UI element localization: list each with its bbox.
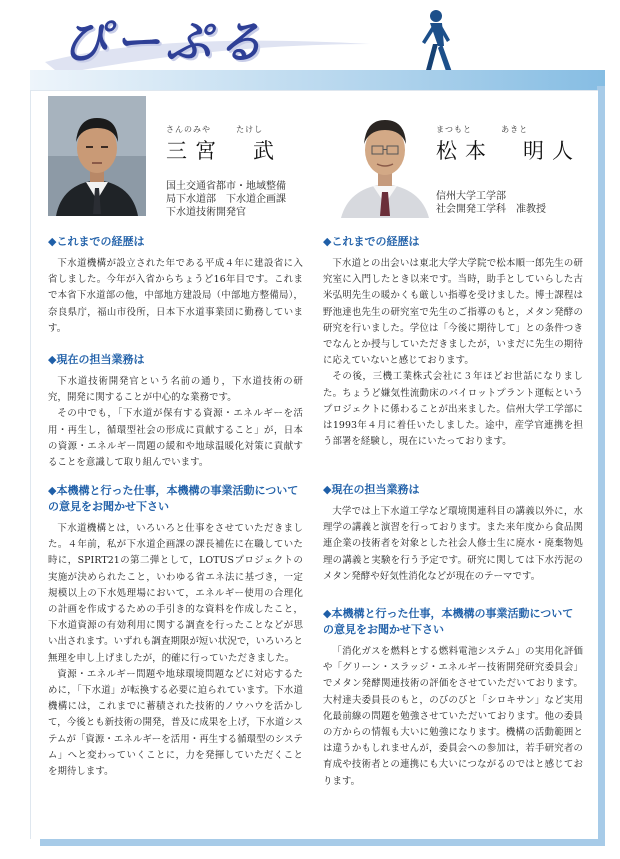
- section-current-work: [323, 482, 583, 585]
- section-heading: ◆本機構と行った仕事，本機構の事業活動についての意見をお聞かせ下さい: [323, 607, 574, 636]
- person-name: 三宮 武: [166, 139, 282, 163]
- section-heading: ◆これまでの経歴は: [323, 235, 420, 248]
- affiliation-line: 下水道技術開発官: [166, 207, 246, 218]
- section-paragraph: 下水道との出会いは東北大学大学院で松本順一郎先生の研究室に入門したとき以来です。当時，助手としていらした古米弘明先生の暖かくも厳しい指導を受けました。博士課程は野池達也先生の研究室で先生のご指導のもと，メタン発酵の研究を行いました。学位は「今後に期待して」との条件つきでなんとか授与していただきましたが，いまだに先生の期待に応えていないと感じております。: [323, 258, 583, 367]
- section-opinion: [48, 483, 303, 780]
- section-opinion: [323, 606, 583, 790]
- portrait-photo: [335, 100, 435, 218]
- section-paragraph: その中でも，「下水道が保有する資源・エネルギーを活用・再生し，循環型社会の形成に貢献すること」が，日本の資源・エネルギー問題の緩和や地球温暖化対策に貢献することを意識して取り組んでいます。: [48, 408, 303, 469]
- affiliation-line: 局下水道部 下水道企画課: [166, 194, 286, 205]
- section-paragraph: 大学では上下水道工学など環境関連科目の講義以外に，水理学の講義と演習を行っております。また来年度から食品関連企業の技術者を対象とした社会人修士生に廃水・廃棄物処理の講義と実験を行う予定です。研究に関しては下水汚泥のメタン発酵や好気性消化などが現在のテーマです。: [323, 506, 583, 582]
- affiliation: [436, 190, 586, 216]
- logo-title: ぴーぷる: [62, 15, 270, 69]
- section-career: [323, 234, 583, 450]
- portrait-photo: [48, 96, 146, 216]
- section-heading: ◆現在の担当業務は: [48, 353, 145, 366]
- section-career: [48, 234, 303, 337]
- affiliation-line: 社会開発工学科 准教授: [436, 204, 546, 215]
- section-paragraph: 下水道機構が設立された年である平成４年に建設省に入省しました。今年が入省からちょうど16年目です。これまで本省下水道部の他，中部地方建設局（中部地方整備局），奈良県庁，福山市役所，日本下水道事業団に勤務しています。: [48, 258, 303, 334]
- ruby-family: さんのみや: [166, 125, 211, 134]
- person-name: 松本 明人: [436, 139, 581, 163]
- name-ruby: [436, 124, 586, 135]
- ruby-family: まつもと: [436, 125, 472, 134]
- affiliation-line: 信州大学工学部: [436, 191, 506, 202]
- ruby-given: あきと: [501, 125, 529, 134]
- frame-shadow-bottom: [40, 838, 605, 846]
- section-paragraph: 下水道機構とは，いろいろと仕事をさせていただきました。４年前，私が下水道企画課の課長補佐に在職していた時に，SPIRT21の第二弾として，LOTUSプロジェクトの実施が決められたこと，いわゆる省エネ法に基づき，一定規模以上の下水処理場において，エネルギー使用の合理化の計画を作成するための手引き的な資料を作成したこと，下水道資源の有効利用に関する調査を行ったことなどが思い出されます。いずれも調査期限が短い状況で，いろいろと無理を申し上げましたが，的確に行っていただきました。: [48, 523, 303, 664]
- affiliation: [166, 180, 306, 219]
- section-current-work: [48, 352, 303, 471]
- frame-shadow-right: [597, 86, 605, 846]
- section-paragraph: 下水道技術開発官という名前の通り，下水道技術の研究，開発に関することが中心的な業務です。: [48, 376, 303, 404]
- section-paragraph: その後，三機工業株式会社に３年ほどお世話になりました。ちょうど嫌気性流動床のパイロットプラント運転というプロジェクトに係わることが出来ました。信州大学工学部には1993年４月に着任いたしました。途中，産学官連携を担う部署を経験し，現在にいたっております。: [323, 371, 583, 448]
- header-band: [30, 70, 605, 90]
- ruby-given: たけし: [236, 125, 264, 134]
- affiliation-line: 国土交通省都市・地域整備: [166, 181, 286, 192]
- section-heading: ◆これまでの経歴は: [48, 235, 145, 248]
- section-heading: ◆現在の担当業務は: [323, 483, 420, 496]
- name-ruby: [166, 124, 306, 135]
- section-heading: ◆本機構と行った仕事，本機構の事業活動についての意見をお聞かせ下さい: [48, 484, 299, 513]
- section-paragraph: 「消化ガスを燃料とする燃料電池システム」の実用化評価や「グリーン・スラッジ・エネルギー技術開発研究委員会」でメタン発酵関連技術の評価をさせていただいております。大村達夫委員長のもと，のびのびと「シロキサン」など実用化最前線の問題を勉強させていただいております。他の委員の方からの情報も大いに勉強になります。機構の活動範囲とは違うかもしれませんが，委員会への参加は，若手研究者の育成や技術者との連携にも大いにつながるのではと感じております。: [323, 646, 583, 787]
- section-paragraph: 資源・エネルギー問題や地球環境問題などに対応するために，「下水道」が転換する必要に迫られています。下水道機構には，これまでに蓄積された技術的ノウハウを活かして，今後とも新技術の開発，普及に成果を上げ，下水道システムが「資源・エネルギーを活用・再生する循環型のシステム」へと変わっていくことに，力を発揮していただくことを期待します。: [48, 668, 303, 778]
